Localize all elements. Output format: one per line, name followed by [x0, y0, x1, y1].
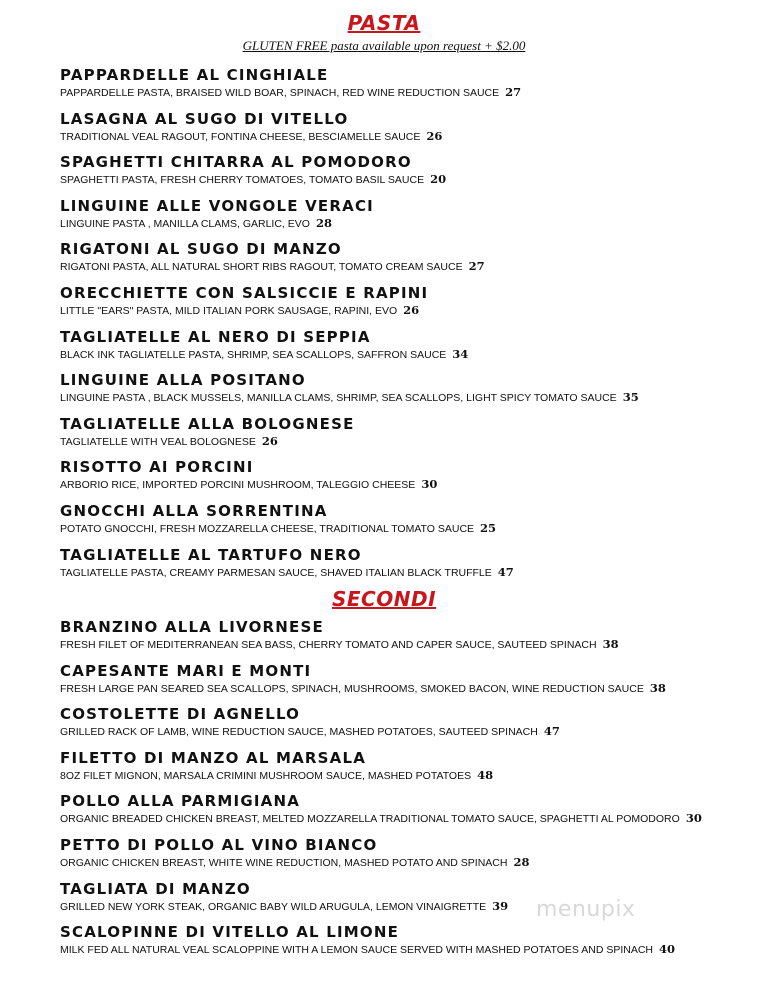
menu-item-description: GRILLED NEW YORK STEAK, ORGANIC BABY WILD ARUGULA, LEMON VINAIGRETTE: [60, 900, 487, 913]
menu-item-price: 40: [659, 942, 676, 957]
menu-item-price: 27: [505, 85, 522, 99]
secondi-section-title: SECONDI: [331, 587, 437, 611]
menu-item: [60, 110, 750, 154]
menu-item-description: BLACK INK TAGLIATELLE PASTA, SHRIMP, SEA SCALLOPS, SAFFRON SAUCE: [60, 348, 447, 361]
menu-item-name: TAGLIATELLE ALLA BOLOGNESE: [60, 414, 355, 433]
menu-item: [60, 197, 750, 241]
menu-item-price: 39: [492, 898, 509, 913]
menu-item: [60, 415, 750, 459]
menu-item: [60, 880, 750, 924]
menu-item-description: PAPPARDELLE PASTA, BRAISED WILD BOAR, SPINACH, RED WINE REDUCTION SAUCE: [60, 87, 500, 99]
menu-item-description-line: [60, 303, 750, 318]
menu-item-name: BRANZINO ALLA LIVORNESE: [60, 618, 324, 636]
menu-item-price: 30: [421, 477, 438, 492]
menu-item-description-line: [60, 899, 750, 914]
menu-item-description-line: [60, 85, 750, 100]
menu-item-description-line: [60, 565, 750, 580]
pasta-menu-list: [60, 66, 750, 589]
menu-item-price: 47: [497, 564, 514, 579]
menu-item: [60, 662, 750, 706]
menu-item-description: LINGUINE PASTA , MANILLA CLAMS, GARLIC, EVO: [60, 217, 310, 230]
menu-item-description: TAGLIATELLE PASTA, CREAMY PARMESAN SAUCE, SHAVED ITALIAN BLACK TRUFFLE: [60, 566, 492, 579]
menu-item: [60, 284, 750, 328]
menu-item-price: 27: [468, 259, 485, 274]
menu-item-name: PETTO DI POLLO AL VINO BIANCO: [60, 835, 378, 854]
menu-item-name: LINGUINE ALLA POSITANO: [60, 371, 306, 390]
menu-item: [60, 792, 750, 836]
menu-item-price: 48: [477, 767, 494, 782]
menu-item-name: RIGATONI AL SUGO DI MANZO: [60, 240, 342, 259]
menu-item-name: TAGLIATA DI MANZO: [60, 879, 251, 898]
menu-item: [60, 705, 750, 749]
menu-item-description: FRESH FILET OF MEDITERRANEAN SEA BASS, CHERRY TOMATO AND CAPER SAUCE, SAUTEED SPINACH: [60, 639, 597, 651]
menu-item: [60, 749, 750, 793]
menu-item-name: GNOCCHI ALLA SORRENTINA: [60, 501, 328, 520]
menu-item-description: POTATO GNOCCHI, FRESH MOZZARELLA CHEESE, TRADITIONAL TOMATO SAUCE: [60, 522, 475, 535]
menu-item-price: 26: [261, 433, 278, 448]
watermark-logo: menupix: [536, 897, 636, 922]
menu-item-description: 8OZ FILET MIGNON, MARSALA CRIMINI MUSHROOM SAUCE, MASHED POTATOES: [60, 769, 472, 782]
menu-item-name: FILETTO DI MANZO AL MARSALA: [60, 748, 367, 767]
menu-item-description-line: [60, 129, 750, 144]
menu-item: [60, 546, 750, 590]
menu-item-name: LINGUINE ALLE VONGOLE VERACI: [60, 196, 374, 215]
menu-item: [60, 923, 750, 967]
menu-item: [60, 328, 750, 372]
menu-item: [60, 502, 750, 546]
menu-item-description-line: [60, 724, 750, 739]
menu-item: [60, 240, 750, 284]
menu-item-name: PAPPARDELLE AL CINGHIALE: [60, 66, 329, 84]
menu-item-description-line: [60, 347, 750, 362]
menu-item-description: MILK FED ALL NATURAL VEAL SCALOPPINE WITH A LEMON SAUCE SERVED WITH MASHED POTATOES AND SPINACH: [60, 944, 653, 957]
menu-item-description: GRILLED RACK OF LAMB, WINE REDUCTION SAUCE, MASHED POTATOES, SAUTEED SPINACH: [60, 726, 538, 739]
menu-item-price: 28: [315, 215, 332, 230]
menu-item-name: COSTOLETTE DI AGNELLO: [60, 705, 301, 724]
menu-item-price: 26: [426, 128, 443, 143]
menu-item-description: ARBORIO RICE, IMPORTED PORCINI MUSHROOM, TALEGGIO CHEESE: [60, 479, 416, 492]
secondi-menu-list: [60, 618, 750, 967]
menu-item-name: ORECCHIETTE CON SALSICCIE E RAPINI: [60, 283, 429, 302]
menu-item-name: SPAGHETTI CHITARRA AL POMODORO: [60, 153, 412, 172]
menu-item-description: FRESH LARGE PAN SEARED SEA SCALLOPS, SPINACH, MUSHROOMS, SMOKED BACON, WINE REDUCTION SAUCE: [60, 682, 644, 695]
menu-item-description: ORGANIC CHICKEN BREAST, WHITE WINE REDUCTION, MASHED POTATO AND SPINACH: [60, 856, 508, 869]
menu-item-description-line: [60, 259, 750, 274]
menu-item-name: TAGLIATELLE AL NERO DI SEPPIA: [60, 327, 371, 346]
menu-item-description-line: [60, 768, 750, 783]
menu-item: [60, 618, 750, 662]
menu-item-name: LASAGNA AL SUGO DI VITELLO: [60, 109, 349, 128]
menu-item-name: CAPESANTE MARI E MONTI: [60, 661, 312, 680]
menu-item-description: TRADITIONAL VEAL RAGOUT, FONTINA CHEESE, BESCIAMELLE SAUCE: [60, 130, 421, 143]
menu-item-description-line: [60, 811, 750, 826]
menu-item-price: 47: [543, 724, 560, 739]
menu-item-name: TAGLIATELLE AL TARTUFO NERO: [60, 545, 362, 564]
menu-item-description-line: [60, 521, 750, 536]
menu-item-description-line: [60, 477, 750, 492]
menu-item-description-line: [60, 434, 750, 449]
menu-item-price: 25: [480, 520, 497, 535]
menu-item-price: 20: [430, 172, 447, 187]
menu-item-description-line: [60, 681, 750, 696]
menu-item-price: 28: [513, 854, 530, 869]
menu-item: [60, 458, 750, 502]
menu-item-description: ORGANIC BREADED CHICKEN BREAST, MELTED MOZZARELLA TRADITIONAL TOMATO SAUCE, SPAGHETTI AL POMODORO: [60, 813, 680, 826]
menu-item-description: LITTLE "EARS" PASTA, MILD ITALIAN PORK SAUSAGE, RAPINI, EVO: [60, 304, 398, 317]
menu-item-description-line: [60, 637, 750, 652]
menu-item: [60, 153, 750, 197]
pasta-section-title: PASTA: [347, 11, 421, 35]
menu-item-description: LINGUINE PASTA , BLACK MUSSELS, MANILLA CLAMS, SHRIMP, SEA SCALLOPS, LIGHT SPICY TOMATO SAUCE: [60, 392, 617, 405]
menu-item-description: SPAGHETTI PASTA, FRESH CHERRY TOMATOES, TOMATO BASIL SAUCE: [60, 174, 425, 187]
menu-item-price: 26: [403, 302, 420, 317]
menu-item-description-line: [60, 216, 750, 231]
menu-item: [60, 836, 750, 880]
menu-item-name: POLLO ALLA PARMIGIANA: [60, 792, 301, 811]
menu-item-description-line: [60, 390, 750, 405]
menu-item-price: 34: [452, 346, 469, 361]
menu-item-price: 38: [602, 637, 619, 651]
menu-item-description: RIGATONI PASTA, ALL NATURAL SHORT RIBS RAGOUT, TOMATO CREAM SAUCE: [60, 261, 463, 274]
menu-item-price: 30: [685, 811, 702, 826]
menu-item-price: 35: [622, 390, 639, 405]
menu-item: [60, 66, 750, 110]
gluten-free-note: GLUTEN FREE pasta available upon request + $2.00: [242, 38, 526, 53]
menu-item-description-line: [60, 172, 750, 187]
menu-item-description-line: [60, 942, 750, 957]
menu-item-name: RISOTTO AI PORCINI: [60, 458, 254, 477]
menu-item: [60, 371, 750, 415]
menu-item-price: 38: [649, 680, 666, 695]
menu-item-description-line: [60, 855, 750, 870]
menu-item-name: SCALOPINNE DI VITELLO AL LIMONE: [60, 923, 400, 942]
menu-item-description: TAGLIATELLE WITH VEAL BOLOGNESE: [60, 435, 256, 448]
